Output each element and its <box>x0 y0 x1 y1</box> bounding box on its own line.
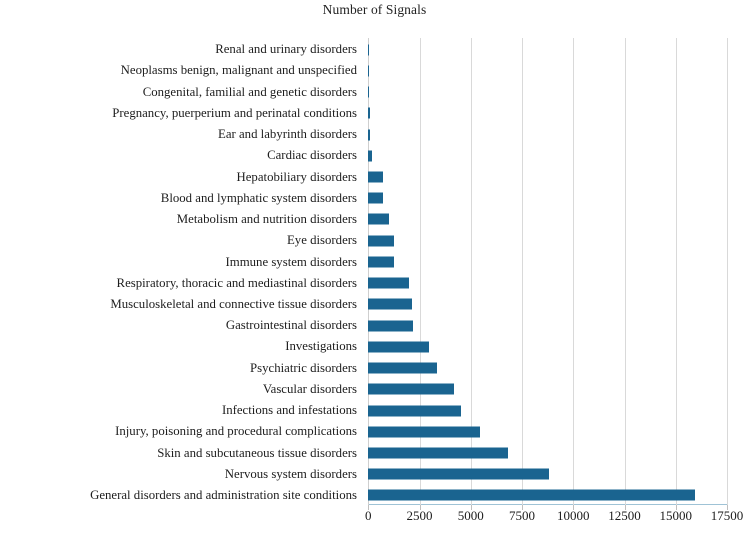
bar-row <box>368 441 727 464</box>
bar-row <box>368 59 727 82</box>
bar-row <box>368 123 727 146</box>
x-tick-label: 17500 <box>710 508 744 523</box>
x-tick-label: 0 <box>365 508 372 523</box>
bar <box>368 405 460 416</box>
bar-row <box>368 102 727 125</box>
x-tick-label: 12500 <box>608 508 641 523</box>
category-label: Skin and subcutaneous tissue disorders <box>157 445 357 460</box>
category-label: Renal and urinary disorders <box>215 42 357 57</box>
bar-row <box>368 463 727 486</box>
bar <box>368 363 437 374</box>
category-label: Immune system disorders <box>225 254 357 269</box>
x-tick-label: 10000 <box>557 508 590 523</box>
category-label: Cardiac disorders <box>267 148 357 163</box>
category-label: Hepatobiliary disorders <box>236 169 357 184</box>
bar <box>368 278 409 289</box>
bar-row <box>368 208 727 231</box>
bar <box>368 256 394 267</box>
category-label: Pregnancy, puerperium and perinatal conditions <box>112 105 357 120</box>
bar <box>368 299 411 310</box>
bar <box>368 426 480 437</box>
bar <box>368 469 549 480</box>
category-label: Injury, poisoning and procedural complications <box>115 424 357 439</box>
category-label: Neoplasms benign, malignant and unspecified <box>120 63 357 78</box>
bar-row <box>368 272 727 295</box>
bar-row <box>368 229 727 252</box>
category-label: Musculoskeletal and connective tissue disorders <box>110 296 357 311</box>
bar <box>368 108 370 119</box>
bar-row <box>368 420 727 443</box>
bar <box>368 341 429 352</box>
x-tick-label: 5000 <box>457 508 484 523</box>
bar-row <box>368 165 727 188</box>
plot-area <box>368 38 727 505</box>
category-label: Nervous system disorders <box>224 466 357 481</box>
bar-row <box>368 187 727 210</box>
category-label: Infections and infestations <box>221 403 357 418</box>
bar-row <box>368 80 727 103</box>
bar-row <box>368 484 727 507</box>
category-label: Respiratory, thoracic and mediastinal disorders <box>116 275 357 290</box>
bar-row <box>368 314 727 337</box>
category-label: Ear and labyrinth disorders <box>218 127 357 142</box>
x-axis-tick-labels <box>0 508 749 530</box>
bar <box>368 235 394 246</box>
x-tick-label: 2500 <box>406 508 433 523</box>
bar-row <box>368 378 727 401</box>
x-tick-label: 15000 <box>659 508 692 523</box>
bar <box>368 447 508 458</box>
category-label: Vascular disorders <box>262 381 357 396</box>
bar <box>368 172 382 183</box>
bar-row <box>368 38 727 61</box>
bar-row <box>368 399 727 422</box>
bar <box>368 320 413 331</box>
bar <box>368 490 694 501</box>
bar-row <box>368 250 727 273</box>
x-tick-label: 7500 <box>509 508 536 523</box>
category-label: General disorders and administration site conditions <box>90 488 357 503</box>
bar <box>368 150 372 161</box>
category-label: Eye disorders <box>286 233 357 248</box>
category-label: Investigations <box>285 339 357 354</box>
bar <box>368 384 453 395</box>
bar <box>368 65 369 76</box>
gridline-17500 <box>727 38 728 505</box>
bar-row <box>368 144 727 167</box>
category-label: Congenital, familial and genetic disorders <box>142 84 357 99</box>
bar <box>368 214 389 225</box>
chart-title: Number of Signals <box>322 2 427 17</box>
bar-row <box>368 335 727 358</box>
bar <box>368 129 370 140</box>
category-label: Metabolism and nutrition disorders <box>176 212 357 227</box>
category-label: Psychiatric disorders <box>250 360 357 375</box>
bar <box>368 44 369 55</box>
category-label: Gastrointestinal disorders <box>225 318 357 333</box>
category-label: Blood and lymphatic system disorders <box>160 190 357 205</box>
bar-row <box>368 293 727 316</box>
bar-row <box>368 356 727 379</box>
bar <box>368 87 369 98</box>
category-axis-labels <box>0 38 363 505</box>
bar <box>368 193 383 204</box>
